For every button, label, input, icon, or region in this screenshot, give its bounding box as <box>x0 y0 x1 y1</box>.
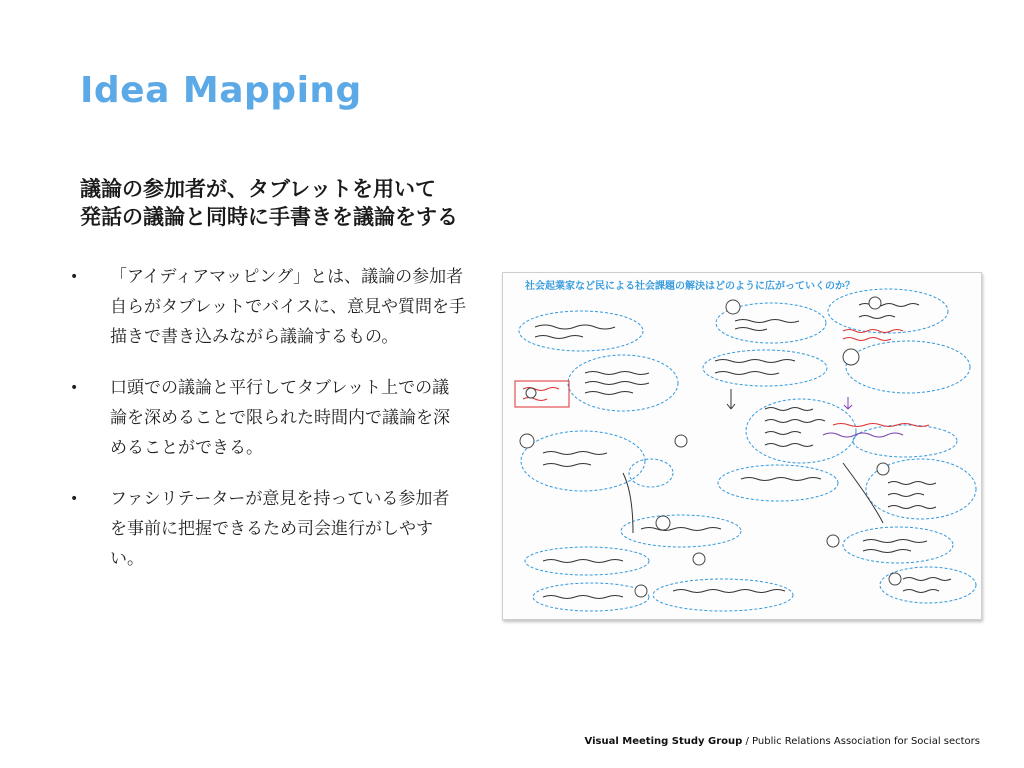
subtitle-line-2: 発話の議論と同時に手書きを議論をする <box>80 205 458 229</box>
arrow <box>727 389 735 409</box>
idea-map-image <box>502 272 982 620</box>
footer-org: Public Relations Association for Social sectors <box>752 736 980 747</box>
bubble <box>843 527 953 563</box>
face-doodle <box>675 435 687 447</box>
face-doodle <box>877 463 889 475</box>
bubble <box>568 355 678 411</box>
bubble <box>828 289 948 333</box>
red-notes <box>515 330 929 427</box>
scribble <box>543 452 607 467</box>
red-note-box <box>515 381 569 407</box>
idea-map-heading: 社会起業家など民による社会課題の解決はどのように広がっていくのか？ <box>525 281 855 292</box>
scribble <box>641 528 721 531</box>
scribble <box>888 482 936 509</box>
scribble <box>863 540 927 553</box>
bubble <box>703 350 827 386</box>
bullet-item-2: • 口頭での議論と平行してタブレット上での議論を深めることで限られた時間内で議論を深めることができる。 <box>66 373 466 463</box>
subtitle-line-1: 議論の参加者が、タブレットを用いて <box>80 177 436 201</box>
bubble <box>853 425 957 457</box>
bullet-item-1: • 「アイディアマッピング」とは、議論の参加者自らがタブレットでバイスに、意見や質問を手描きで書き込みながら議論するもの。 <box>66 262 466 352</box>
face-doodles <box>520 297 901 597</box>
bubble <box>718 465 838 501</box>
scribble <box>715 360 795 375</box>
footer-separator: / <box>742 736 753 747</box>
sketch-bubbles <box>519 289 976 611</box>
scribble <box>765 408 825 447</box>
idea-map-sketch <box>503 273 981 619</box>
face-doodle <box>656 516 670 530</box>
face-doodle <box>843 349 859 365</box>
scribble <box>903 578 951 593</box>
scribble <box>543 596 623 599</box>
scribble <box>823 433 903 437</box>
footer-group: Visual Meeting Study Group <box>584 736 743 747</box>
scribble <box>735 320 799 331</box>
bubble <box>629 459 673 487</box>
face-doodle <box>726 300 740 314</box>
face-doodle <box>693 553 705 565</box>
arrow <box>844 397 852 409</box>
scribble <box>543 560 623 563</box>
scribble <box>741 478 821 481</box>
face-doodle <box>635 585 647 597</box>
bubble <box>519 311 643 351</box>
scribble <box>585 372 649 395</box>
slide-subtitle <box>80 175 540 231</box>
bubble <box>653 579 793 611</box>
connector-line <box>843 463 883 523</box>
slide-title: Idea Mapping <box>80 70 362 111</box>
scribble <box>673 590 785 593</box>
face-doodle <box>869 297 881 309</box>
scribble <box>535 325 615 339</box>
bullet-item-3: • ファシリテーターが意見を持っている参加者を事前に把握できるため司会進行がしやすい。 <box>66 484 466 574</box>
scribble <box>843 330 903 341</box>
face-doodle <box>827 535 839 547</box>
scribbles <box>535 304 951 599</box>
face-doodle <box>889 573 901 585</box>
purple-notes <box>823 397 903 437</box>
bubble <box>621 515 741 547</box>
face-doodle <box>520 434 534 448</box>
bubble <box>846 341 970 393</box>
footer-credit <box>585 736 980 747</box>
face-doodle <box>526 388 536 398</box>
bullet-list <box>66 262 466 595</box>
scribble <box>859 304 919 319</box>
